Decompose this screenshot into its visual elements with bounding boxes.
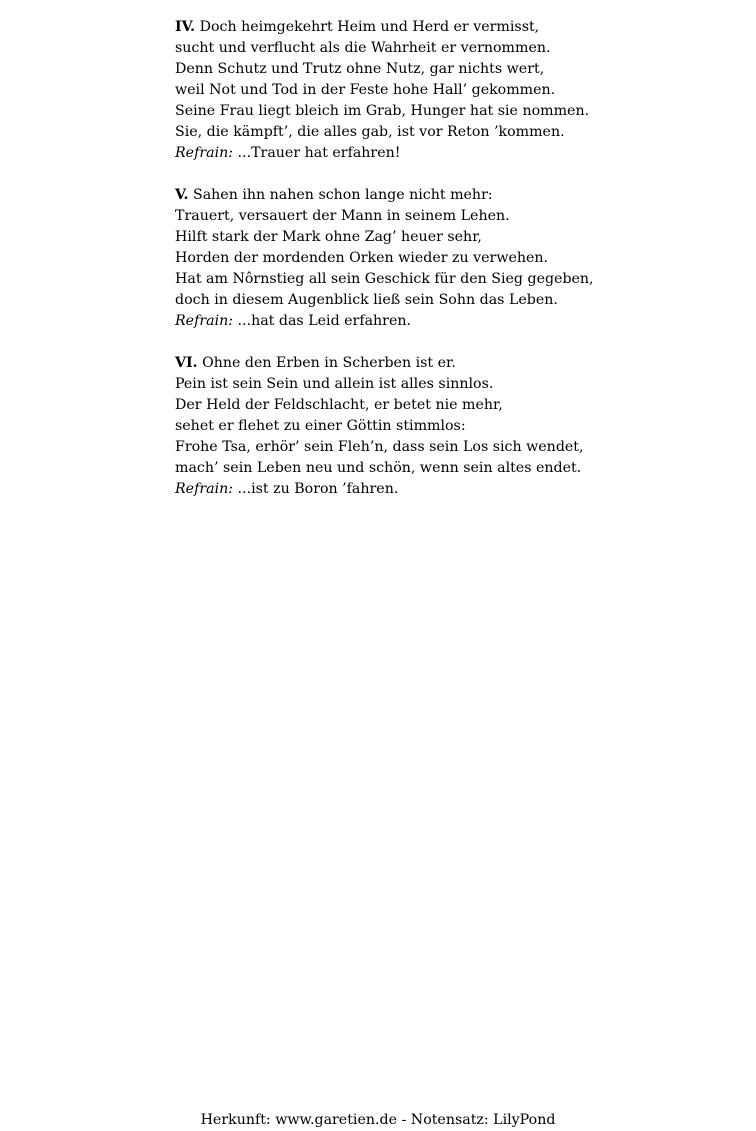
refrain-label: Refrain:	[175, 313, 234, 329]
verse-line: Horden der mordenden Orken wieder zu verwehen.	[175, 250, 549, 266]
verse-line: Sahen ihn nahen schon lange nicht mehr:	[192, 187, 493, 203]
stanza-iv	[175, 17, 735, 164]
stanza-vi	[175, 353, 735, 500]
refrain-text: ...Trauer hat erfahren!	[237, 145, 401, 161]
stanza-number: V.	[175, 187, 189, 203]
stanza-first-line	[175, 353, 735, 374]
stanza-first-line	[175, 185, 735, 206]
lyrics-verses	[175, 17, 735, 521]
verse-line: Doch heimgekehrt Heim und Herd er vermisst,	[199, 19, 540, 35]
verse-line: sehet er flehet zu einer Göttin stimmlos:	[175, 418, 466, 434]
verse-line: Frohe Tsa, erhör’ sein Fleh’n, dass sein Los sich wendet,	[175, 439, 584, 455]
refrain-line	[175, 143, 735, 164]
verse-line: Denn Schutz und Trutz ohne Nutz, gar nichts wert,	[175, 61, 545, 77]
verse-line: Pein ist sein Sein und allein ist alles sinnlos.	[175, 376, 494, 392]
refrain-text: ...ist zu Boron ’fahren.	[237, 481, 399, 497]
stanza-number: IV.	[175, 19, 196, 35]
refrain-line	[175, 479, 735, 500]
verse-line: Ohne den Erben in Scherben ist er.	[202, 355, 456, 371]
verse-line: sucht und verflucht als die Wahrheit er vernommen.	[175, 40, 551, 56]
page-footer: Herkunft: www.garetien.de - Notensatz: LilyPond	[200, 1112, 556, 1128]
verse-line: Hat am Nôrnstieg all sein Geschick für den Sieg gegeben,	[175, 271, 594, 287]
refrain-label: Refrain:	[175, 481, 234, 497]
stanza-number: VI.	[175, 355, 198, 371]
verse-line: doch in diesem Augenblick ließ sein Sohn das Leben.	[175, 292, 558, 308]
verse-line: Seine Frau liegt bleich im Grab, Hunger hat sie nommen.	[175, 103, 590, 119]
verse-line: Sie, die kämpft’, die alles gab, ist vor Reton ’kommen.	[175, 124, 565, 140]
verse-line: Hilft stark der Mark ohne Zag’ heuer sehr,	[175, 229, 482, 245]
refrain-label: Refrain:	[175, 145, 234, 161]
refrain-line	[175, 311, 735, 332]
verse-line: Der Held der Feldschlacht, er betet nie mehr,	[175, 397, 503, 413]
stanza-first-line	[175, 17, 735, 38]
verse-line: Trauert, versauert der Mann in seinem Lehen.	[175, 208, 510, 224]
refrain-text: ...hat das Leid erfahren.	[237, 313, 412, 329]
stanza-v	[175, 185, 735, 332]
verse-line: mach’ sein Leben neu und schön, wenn sein altes endet.	[175, 460, 582, 476]
verse-line: weil Not und Tod in der Feste hohe Hall’ gekommen.	[175, 82, 556, 98]
